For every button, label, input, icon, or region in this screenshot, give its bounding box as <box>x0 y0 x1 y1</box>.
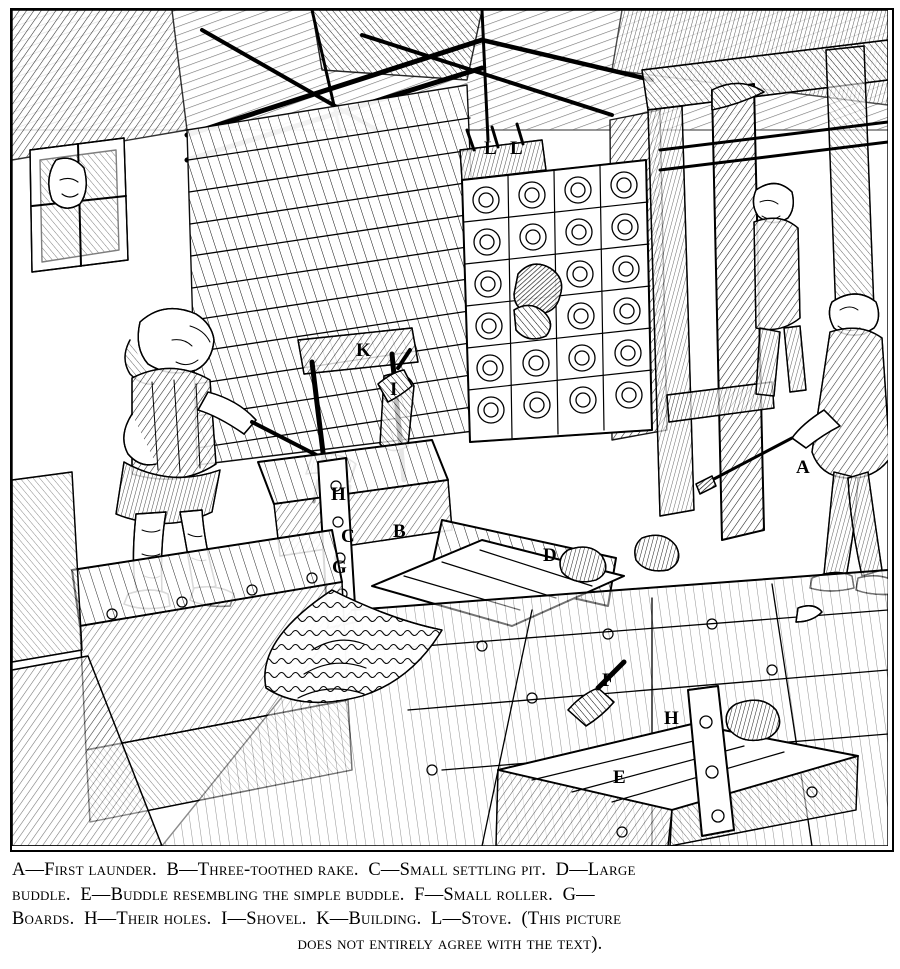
plate-label-L: L <box>484 138 497 159</box>
caption-line-1: A—First launder. B—Three-toothed rake. C—Small settling pit. D—Large <box>12 860 636 880</box>
plate-label-D: D <box>543 545 557 566</box>
plate-label-K: K <box>356 340 371 361</box>
plate-label-G: G <box>332 557 347 578</box>
plate-label-H2: H <box>664 708 679 729</box>
illustration-plate <box>10 8 894 852</box>
plate-label-E: E <box>613 767 626 788</box>
caption-line-4: does not entirely agree with the text). <box>297 933 603 954</box>
woodcut-illustration <box>12 10 888 846</box>
plate-label-B: B <box>393 521 406 542</box>
figure-caption <box>12 858 888 956</box>
plate-label-C: C <box>341 526 355 547</box>
plate-label-A: A <box>796 457 810 478</box>
plate-label-F: F <box>602 670 614 691</box>
illustration-canvas <box>12 10 892 850</box>
caption-line-2: buddle. E—Buddle resembling the simple buddle. F—Small roller. G— <box>12 884 595 905</box>
plate-label-L-duplicate: L <box>510 138 523 159</box>
caption-line-3: Boards. H—Their holes. I—Shovel. K—Building. L—Stove. (This picture <box>12 909 622 930</box>
plate-label-I: I <box>390 379 398 400</box>
plate-label-H: H <box>331 484 346 505</box>
